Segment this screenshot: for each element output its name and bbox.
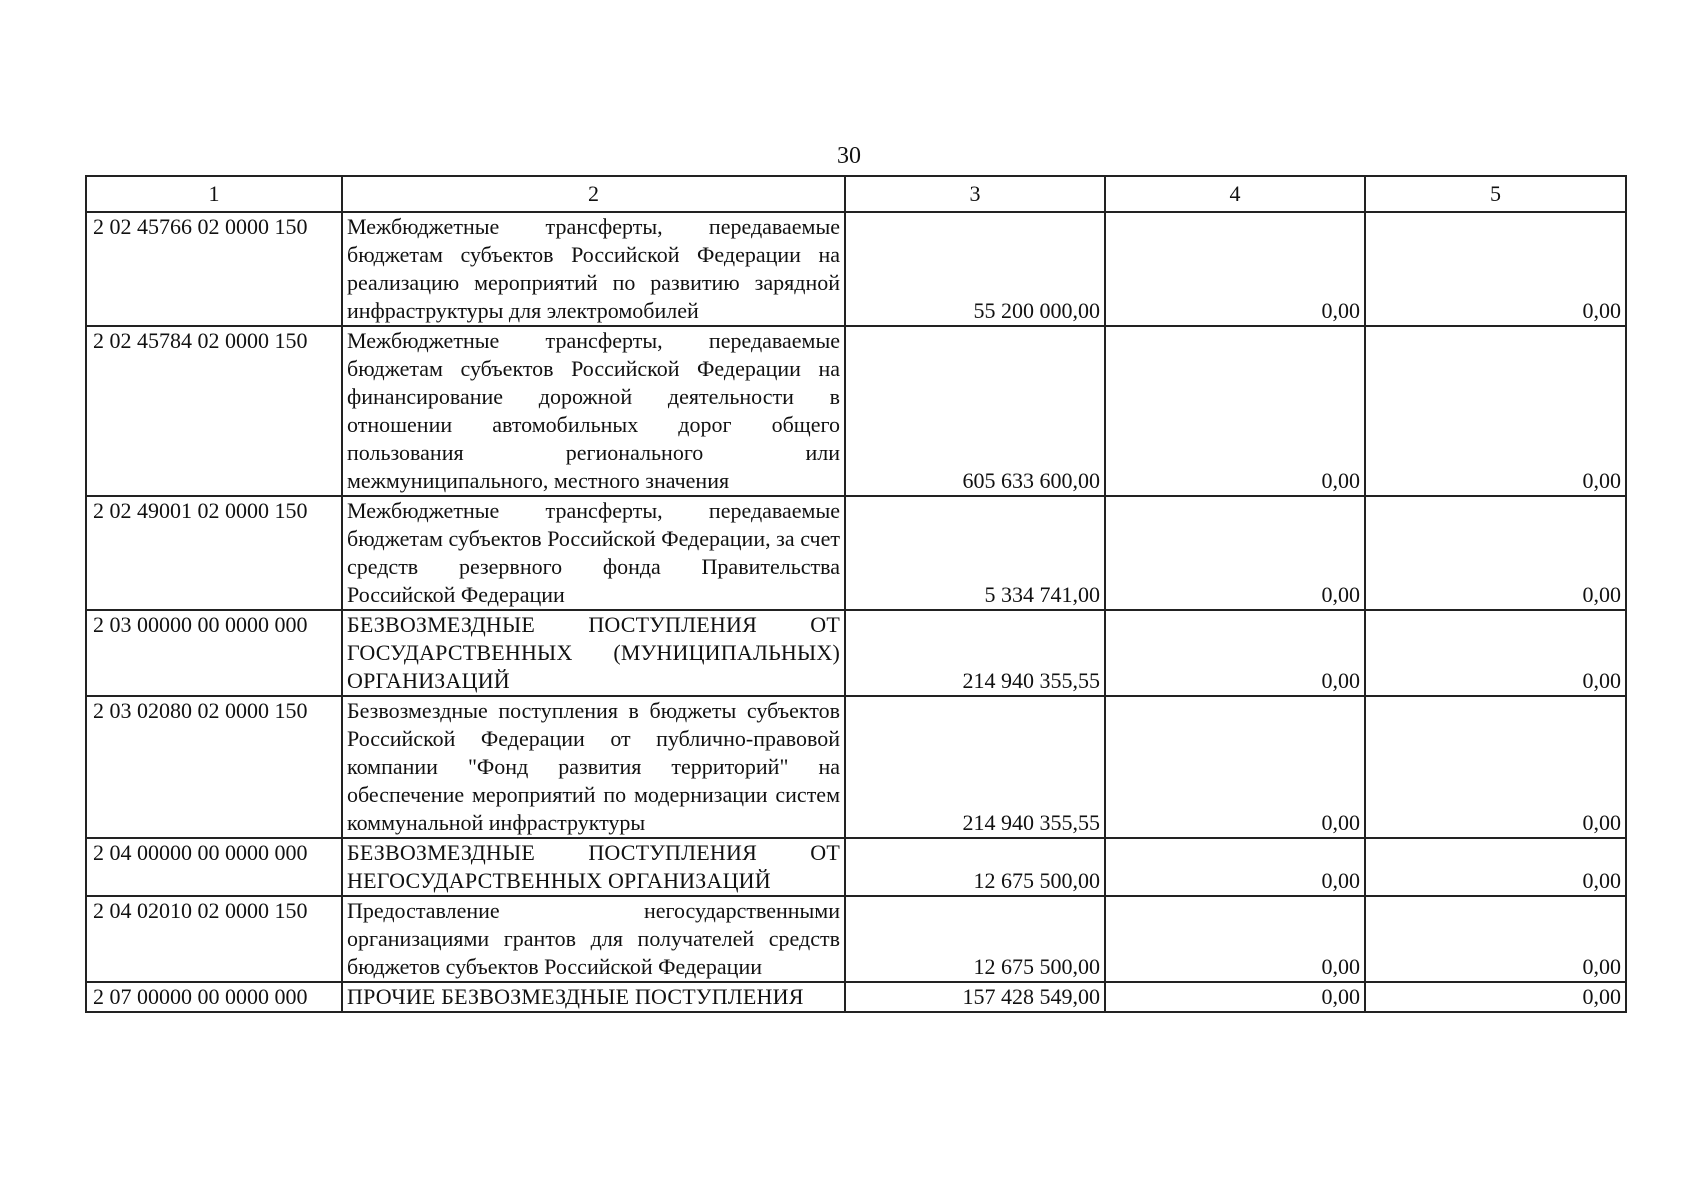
amount-col5-cell: 0,00: [1365, 838, 1626, 896]
budget-code-cell: 2 04 02010 02 0000 150: [86, 896, 342, 982]
amount-col5-cell: 0,00: [1365, 610, 1626, 696]
budget-code-cell: 2 02 49001 02 0000 150: [86, 496, 342, 610]
amount-col3-cell: 12 675 500,00: [845, 838, 1105, 896]
amount-col3-cell: 157 428 549,00: [845, 982, 1105, 1012]
column-header-2: 2: [342, 176, 845, 212]
amount-col4-cell: 0,00: [1105, 896, 1365, 982]
description-cell: БЕЗВОЗМЕЗДНЫЕ ПОСТУПЛЕНИЯ ОТ НЕГОСУДАРСТВЕННЫХ ОРГАНИЗАЦИЙ: [342, 838, 845, 896]
amount-col4-cell: 0,00: [1105, 696, 1365, 838]
description-cell: Межбюджетные трансферты, передаваемые бюджетам субъектов Российской Федерации на реализацию мероприятий по развитию зарядной инфраструктуры для электромобилей: [342, 212, 845, 326]
description-cell: Безвозмездные поступления в бюджеты субъектов Российской Федерации от публично-правовой компании "Фонд развития территорий" на обеспечение мероприятий по модернизации систем коммунальной инфраструктуры: [342, 696, 845, 838]
budget-code-cell: 2 03 02080 02 0000 150: [86, 696, 342, 838]
budget-code-cell: 2 03 00000 00 0000 000: [86, 610, 342, 696]
table-header: [86, 176, 1626, 212]
amount-col4-cell: 0,00: [1105, 610, 1365, 696]
amount-col4-cell: 0,00: [1105, 838, 1365, 896]
table-row: [86, 496, 1626, 610]
table-row: [86, 326, 1626, 496]
table-row: [86, 982, 1626, 1012]
column-header-1: 1: [86, 176, 342, 212]
amount-col3-cell: 214 940 355,55: [845, 696, 1105, 838]
amount-col3-cell: 5 334 741,00: [845, 496, 1105, 610]
amount-col5-cell: 0,00: [1365, 696, 1626, 838]
description-cell: ПРОЧИЕ БЕЗВОЗМЕЗДНЫЕ ПОСТУПЛЕНИЯ: [342, 982, 845, 1012]
amount-col5-cell: 0,00: [1365, 896, 1626, 982]
amount-col5-cell: 0,00: [1365, 982, 1626, 1012]
amount-col4-cell: 0,00: [1105, 496, 1365, 610]
budget-table: [85, 175, 1627, 1013]
table-row: [86, 696, 1626, 838]
amount-col3-cell: 12 675 500,00: [845, 896, 1105, 982]
amount-col5-cell: 0,00: [1365, 496, 1626, 610]
amount-col3-cell: 605 633 600,00: [845, 326, 1105, 496]
column-header-4: 4: [1105, 176, 1365, 212]
budget-code-cell: 2 02 45784 02 0000 150: [86, 326, 342, 496]
table-row: [86, 896, 1626, 982]
table-row: [86, 610, 1626, 696]
table-row: [86, 838, 1626, 896]
amount-col5-cell: 0,00: [1365, 212, 1626, 326]
description-cell: Предоставление негосударственными организациями грантов для получателей средств бюджетов субъектов Российской Федерации: [342, 896, 845, 982]
budget-code-cell: 2 07 00000 00 0000 000: [86, 982, 342, 1012]
description-cell: Межбюджетные трансферты, передаваемые бюджетам субъектов Российской Федерации, за счет средств резервного фонда Правительства Российской Федерации: [342, 496, 845, 610]
amount-col4-cell: 0,00: [1105, 982, 1365, 1012]
table-body: [86, 212, 1626, 1012]
column-header-3: 3: [845, 176, 1105, 212]
column-header-5: 5: [1365, 176, 1626, 212]
page-number: 30: [837, 143, 861, 169]
description-cell: Межбюджетные трансферты, передаваемые бюджетам субъектов Российской Федерации на финансирование дорожной деятельности в отношении автомобильных дорог общего пользования регионального или межмуниципального, местного значения: [342, 326, 845, 496]
amount-col4-cell: 0,00: [1105, 212, 1365, 326]
amount-col4-cell: 0,00: [1105, 326, 1365, 496]
description-cell: БЕЗВОЗМЕЗДНЫЕ ПОСТУПЛЕНИЯ ОТ ГОСУДАРСТВЕННЫХ (МУНИЦИПАЛЬНЫХ) ОРГАНИЗАЦИЙ: [342, 610, 845, 696]
header-row: [86, 176, 1626, 212]
amount-col5-cell: 0,00: [1365, 326, 1626, 496]
budget-code-cell: 2 02 45766 02 0000 150: [86, 212, 342, 326]
table-row: [86, 212, 1626, 326]
budget-code-cell: 2 04 00000 00 0000 000: [86, 838, 342, 896]
amount-col3-cell: 214 940 355,55: [845, 610, 1105, 696]
amount-col3-cell: 55 200 000,00: [845, 212, 1105, 326]
